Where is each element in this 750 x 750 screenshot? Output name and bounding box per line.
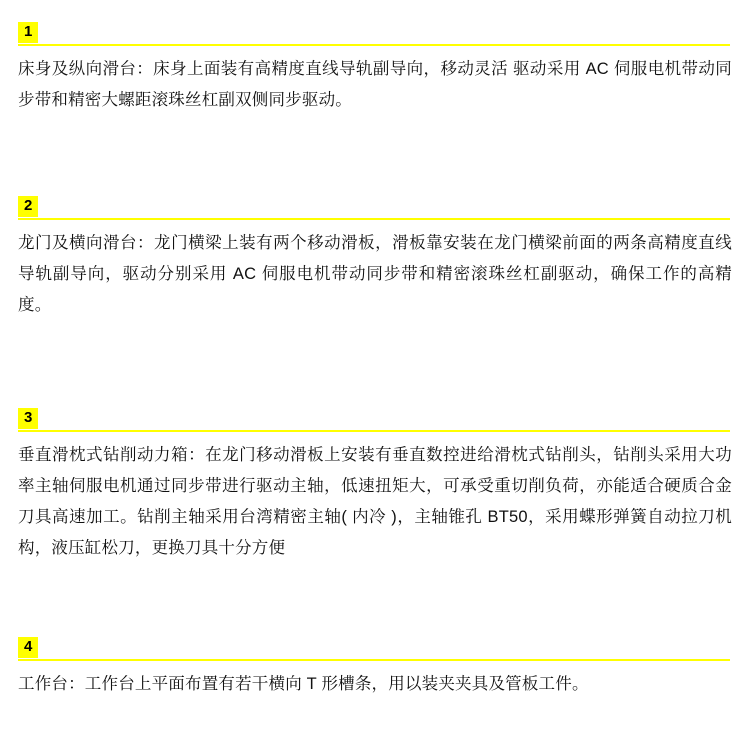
document-section-3 (14, 408, 736, 564)
section-underline-2 (18, 218, 730, 220)
section-number-row-3 (14, 408, 736, 434)
section-paragraph-3: 垂直滑枕式钻削动力箱：在龙门移动滑板上安装有垂直数控进给滑枕式钻削头，钻削头采用大功率主轴伺服电机通过同步带进行驱动主轴，低速扭矩大，可承受重切削负荷，亦能适合硬质合金刀具高速加工。钻削主轴采用台湾精密主轴( 内冷 )，主轴锥孔 BT50，采用蝶形弹簧自动拉刀机构，液压缸松刀，更换刀具十分方便 (18, 446, 732, 557)
section-number-badge-1: 1 (18, 22, 38, 43)
document-section-4 (14, 637, 736, 700)
section-paragraph-1: 床身及纵向滑台：床身上面装有高精度直线导轨副导向，移动灵活 驱动采用 AC 伺服电机带动同步带和精密大螺距滚珠丝杠副双侧同步驱动。 (18, 60, 732, 109)
section-underline-4 (18, 659, 730, 661)
section-number-badge-3: 3 (18, 408, 38, 429)
section-number-badge-2: 2 (18, 196, 38, 217)
section-underline-3 (18, 430, 730, 432)
section-number-row-1 (14, 22, 736, 48)
section-number-row-4 (14, 637, 736, 663)
document-section-1 (14, 22, 736, 116)
section-paragraph-2: 龙门及横向滑台：龙门横梁上装有两个移动滑板，滑板靠安装在龙门横梁前面的两条高精度直线导轨副导向，驱动分别采用 AC 伺服电机带动同步带和精密滚珠丝杠副驱动，确保工作的高精度。 (18, 234, 732, 314)
section-underline-1 (18, 44, 730, 46)
section-number-badge-4: 4 (18, 637, 38, 658)
section-paragraph-4: 工作台：工作台上平面布置有若干横向 T 形槽条，用以装夹夹具及管板工件。 (18, 675, 589, 693)
document-section-2 (14, 196, 736, 321)
section-number-row-2 (14, 196, 736, 222)
